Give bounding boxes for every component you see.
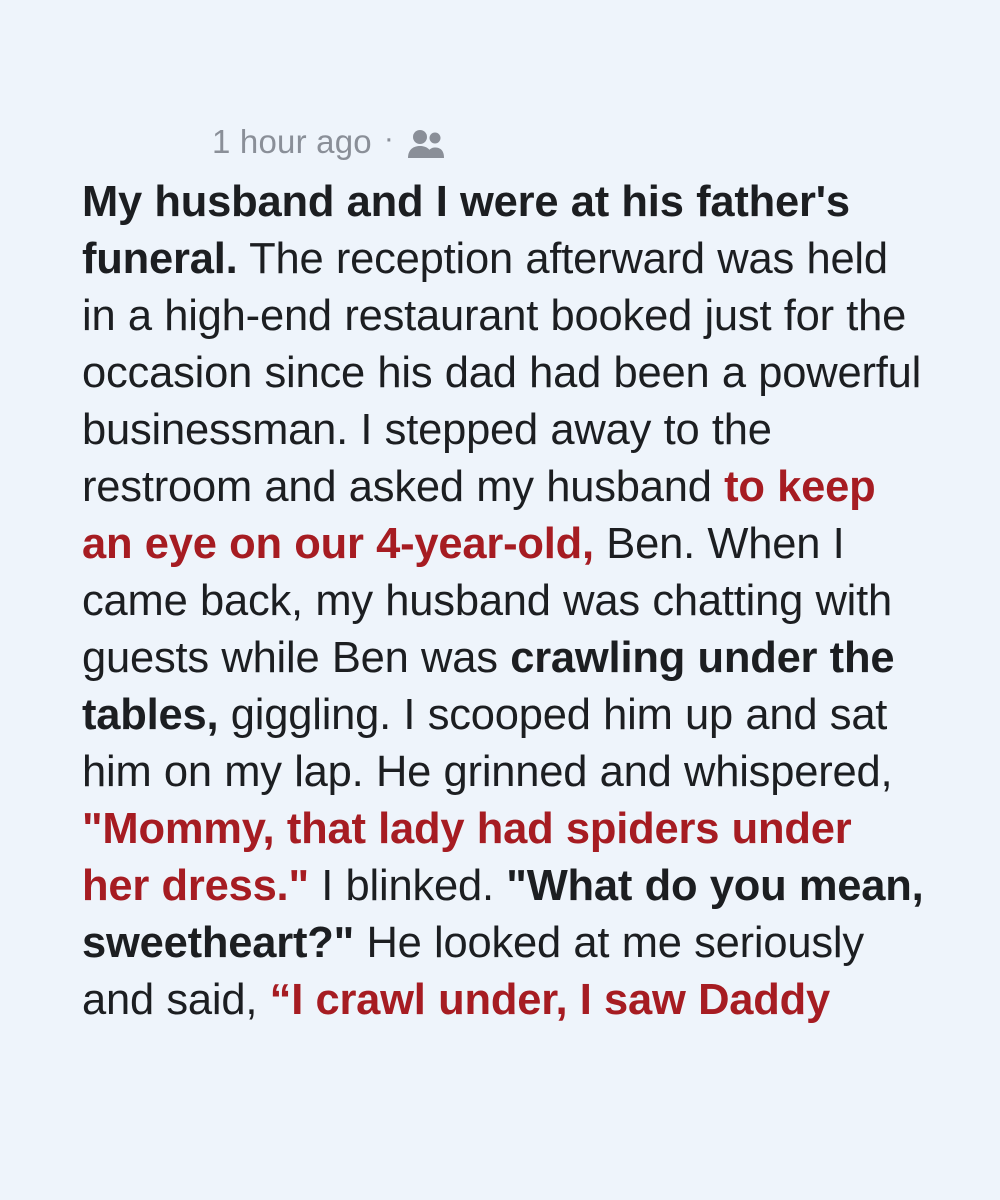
post-segment-8: "What do you mean, sweetheart?" [82, 862, 924, 967]
post-segment-5: giggling. I scooped him up and sat him on my lap. He grinned and whispered, [82, 691, 893, 796]
post-segment-6: "Mommy, that lady had spiders under her dress." [82, 805, 852, 910]
post-body [82, 174, 930, 1029]
post-segment-2: to keep an eye on our 4-year-old, [82, 463, 876, 568]
post-segment-9: He looked at me seriously and said, [82, 919, 864, 1024]
post-meta [212, 120, 930, 164]
post-segment-1: The reception afterward was held in a high-end restaurant booked just for the occasion since his dad had been a powerful businessman. I stepped away to the restroom and asked my husband [82, 235, 922, 511]
post-segment-7: I blinked. [308, 862, 507, 910]
meta-separator: · [383, 122, 394, 155]
post-segment-0: My husband and I were at his father's funeral. [82, 178, 850, 283]
post-segment-3: Ben. When I came back, my husband was chatting with guests while Ben was [82, 520, 893, 682]
post-segment-4: crawling under the tables, [82, 634, 895, 739]
friends-icon[interactable] [406, 128, 446, 160]
post-timestamp: 1 hour ago [212, 123, 372, 160]
post-segment-10: “I crawl under, I saw Daddy [269, 976, 831, 1024]
